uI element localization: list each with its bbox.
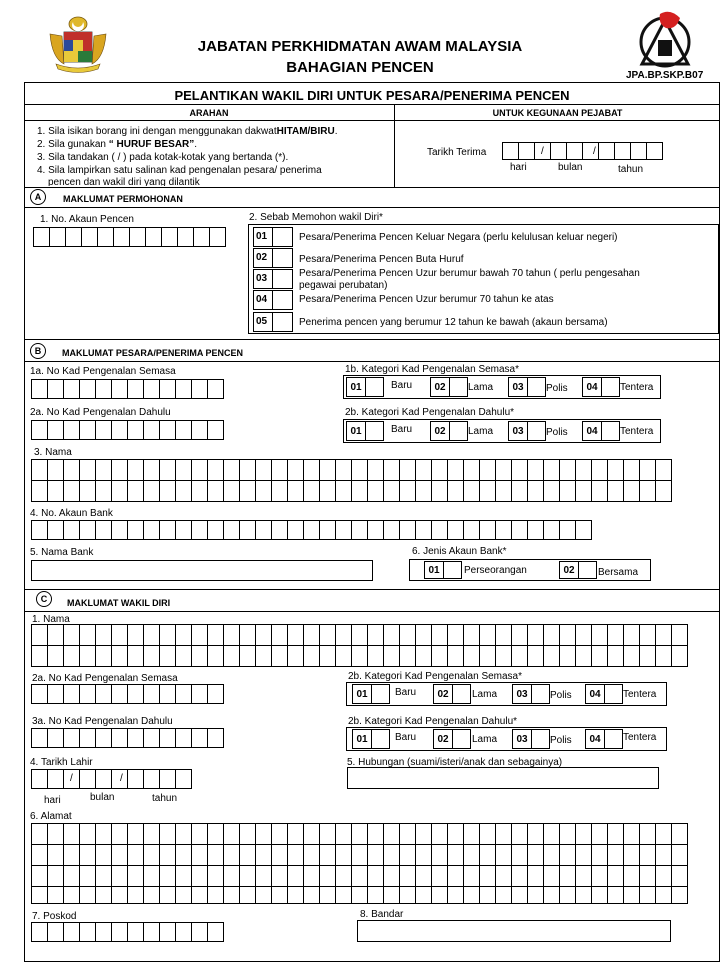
year-label: tahun bbox=[618, 164, 644, 175]
instruction-3: 3. Sila tandakan ( / ) pada kotak-kotak yang bertanda (*). bbox=[37, 152, 289, 163]
retiree-name-row-2[interactable] bbox=[31, 480, 672, 502]
divider bbox=[24, 104, 720, 105]
category-polis-checkbox[interactable]: 03 bbox=[508, 421, 546, 441]
divider bbox=[24, 187, 720, 188]
reason-03-checkbox[interactable]: 03 bbox=[253, 269, 293, 289]
category-tentera-label: Tentera bbox=[620, 426, 654, 437]
agency-title: JABATAN PERKHIDMATAN AWAM MALAYSIA bbox=[197, 38, 523, 55]
retiree-ic-old-label: 2a. No Kad Pengenalan Dahulu bbox=[30, 407, 171, 418]
arahan-heading: ARAHAN bbox=[189, 108, 229, 118]
category-lama-label: Lama bbox=[468, 426, 494, 437]
retiree-ic-current-category-label: 1b. Kategori Kad Pengenalan Semasa* bbox=[345, 364, 520, 375]
postcode-label: 7. Poskod bbox=[32, 911, 77, 922]
instruction-4: 4. Sila lampirkan satu salinan kad pengenalan pesara/ penerima bbox=[37, 165, 322, 176]
received-date-label: Tarikh Terima bbox=[427, 147, 487, 158]
divider bbox=[394, 104, 395, 188]
section-b-title: MAKLUMAT PESARA/PENERIMA PENCEN bbox=[62, 348, 244, 358]
year-label: tahun bbox=[152, 793, 178, 804]
office-use-heading: UNTUK KEGUNAAN PEJABAT bbox=[492, 108, 623, 118]
bank-name-field[interactable] bbox=[31, 560, 373, 581]
category-polis-label: Polis bbox=[546, 383, 568, 394]
section-a-marker: A bbox=[30, 189, 46, 205]
category-tentera-label: Tentera bbox=[620, 382, 654, 393]
category-tentera-checkbox[interactable]: 04 bbox=[582, 377, 620, 397]
category-lama-label: Lama bbox=[472, 689, 498, 700]
reason-label: 2. Sebab Memohon wakil Diri* bbox=[249, 212, 383, 223]
date-slash: / bbox=[593, 146, 596, 157]
divider bbox=[24, 120, 720, 121]
address-row-4[interactable] bbox=[31, 886, 688, 904]
bank-account-boxes[interactable] bbox=[31, 520, 592, 540]
representative-name-row-2[interactable] bbox=[31, 645, 688, 667]
category-baru-checkbox[interactable]: 01 bbox=[346, 421, 384, 441]
representative-name-label: 1. Nama bbox=[32, 614, 70, 624]
category-lama-checkbox[interactable]: 02 bbox=[433, 729, 471, 749]
relationship-label: 5. Hubungan (suami/isteri/anak dan sebagainya) bbox=[347, 757, 563, 768]
account-type-individual-checkbox[interactable]: 01 bbox=[424, 561, 462, 579]
retiree-ic-current-boxes[interactable] bbox=[31, 379, 224, 399]
reason-03-text-cont: pegawai perubatan) bbox=[299, 280, 388, 291]
category-tentera-checkbox[interactable]: 04 bbox=[585, 729, 623, 749]
birth-date-label: 4. Tarikh Lahir bbox=[30, 757, 93, 768]
city-field[interactable] bbox=[357, 920, 671, 942]
instruction-4-cont: pencen dan wakil diri yang dilantik bbox=[48, 177, 200, 186]
reason-01-checkbox[interactable]: 01 bbox=[253, 227, 293, 247]
reason-04-checkbox[interactable]: 04 bbox=[253, 290, 293, 310]
section-a-title: MAKLUMAT PERMOHONAN bbox=[63, 194, 183, 204]
representative-ic-old-category-label: 2b. Kategori Kad Pengenalan Dahulu* bbox=[348, 716, 518, 727]
section-c-marker: C bbox=[36, 591, 52, 607]
relationship-field[interactable] bbox=[347, 767, 659, 789]
representative-name-row-1[interactable] bbox=[31, 624, 688, 646]
address-label: 6. Alamat bbox=[30, 811, 72, 822]
retiree-ic-current-label: 1a. No Kad Pengenalan Semasa bbox=[30, 366, 176, 377]
day-label: hari bbox=[44, 795, 61, 806]
divider bbox=[24, 611, 720, 612]
category-polis-label: Polis bbox=[550, 690, 572, 701]
month-label: bulan bbox=[558, 162, 583, 173]
representative-ic-current-category-label: 2b. Kategori Kad Pengenalan Semasa* bbox=[348, 671, 523, 682]
address-row-3[interactable] bbox=[31, 865, 688, 887]
category-lama-label: Lama bbox=[472, 734, 498, 745]
representative-ic-old-boxes[interactable] bbox=[31, 728, 224, 748]
reason-04-text: Pesara/Penerima Pencen Uzur berumur 70 tahun ke atas bbox=[299, 294, 554, 305]
category-baru-label: Baru bbox=[391, 424, 413, 435]
representative-ic-current-label: 2a. No Kad Pengenalan Semasa bbox=[32, 673, 178, 684]
category-tentera-label: Tentera bbox=[623, 732, 657, 743]
date-slash: / bbox=[120, 773, 123, 784]
address-row-2[interactable] bbox=[31, 844, 688, 866]
category-baru-label: Baru bbox=[395, 732, 417, 743]
address-row-1[interactable] bbox=[31, 823, 688, 845]
category-lama-checkbox[interactable]: 02 bbox=[430, 377, 468, 397]
category-baru-label: Baru bbox=[395, 687, 417, 698]
category-tentera-checkbox[interactable]: 04 bbox=[585, 684, 623, 704]
category-polis-label: Polis bbox=[550, 735, 572, 746]
instruction-1: 1. Sila isikan borang ini dengan menggunakan dakwatHITAM/BIRU. bbox=[37, 126, 338, 137]
category-baru-checkbox[interactable]: 01 bbox=[352, 684, 390, 704]
category-polis-checkbox[interactable]: 03 bbox=[512, 729, 550, 749]
reason-05-text: Penerima pencen yang berumur 12 tahun ke bawah (akaun bersama) bbox=[299, 317, 608, 328]
form-code: JPA.BP.SKP.B07 bbox=[626, 70, 704, 81]
month-label: bulan bbox=[90, 792, 115, 803]
reason-03-text: Pesara/Penerima Pencen Uzur berumur bawah 70 tahun ( perlu pengesahan bbox=[299, 268, 640, 279]
category-lama-checkbox[interactable]: 02 bbox=[430, 421, 468, 441]
date-slash: / bbox=[70, 773, 73, 784]
retiree-ic-old-boxes[interactable] bbox=[31, 420, 224, 440]
bank-name-label: 5. Nama Bank bbox=[30, 547, 94, 558]
jpa-logo-icon bbox=[636, 10, 694, 70]
retiree-name-row-1[interactable] bbox=[31, 459, 672, 481]
section-b-marker: B bbox=[30, 343, 46, 359]
category-polis-label: Polis bbox=[546, 427, 568, 438]
reason-02-checkbox[interactable]: 02 bbox=[253, 248, 293, 268]
department-title: BAHAGIAN PENCEN bbox=[286, 59, 434, 76]
reason-05-checkbox[interactable]: 05 bbox=[253, 312, 293, 332]
account-type-joint-checkbox[interactable]: 02 bbox=[559, 561, 597, 579]
divider bbox=[24, 589, 720, 590]
category-tentera-checkbox[interactable]: 04 bbox=[582, 421, 620, 441]
category-baru-checkbox[interactable]: 01 bbox=[352, 729, 390, 749]
category-lama-label: Lama bbox=[468, 382, 494, 393]
bank-account-label: 4. No. Akaun Bank bbox=[30, 508, 113, 519]
city-label: 8. Bandar bbox=[360, 909, 404, 920]
category-polis-checkbox[interactable]: 03 bbox=[508, 377, 546, 397]
representative-ic-old-label: 3a. No Kad Pengenalan Dahulu bbox=[32, 716, 173, 727]
representative-ic-current-boxes[interactable] bbox=[31, 684, 224, 704]
divider bbox=[24, 339, 720, 340]
reason-01-text: Pesara/Penerima Pencen Keluar Negara (perlu kelulusan keluar negeri) bbox=[299, 232, 618, 243]
form-title: PELANTIKAN WAKIL DIRI UNTUK PESARA/PENERIMA PENCEN bbox=[174, 88, 570, 103]
category-polis-checkbox[interactable]: 03 bbox=[512, 684, 550, 704]
day-label: hari bbox=[510, 162, 527, 173]
instruction-2: 2. Sila gunakan “ HURUF BESAR”. bbox=[37, 139, 198, 150]
section-c-title: MAKLUMAT WAKIL DIRI bbox=[67, 598, 171, 608]
divider bbox=[24, 361, 720, 362]
category-baru-checkbox[interactable]: 01 bbox=[346, 377, 384, 397]
category-tentera-label: Tentera bbox=[623, 689, 657, 700]
date-slash: / bbox=[541, 146, 544, 157]
pension-account-boxes[interactable] bbox=[33, 227, 226, 247]
received-date-boxes[interactable] bbox=[502, 142, 663, 160]
account-type-joint-label: Bersama bbox=[598, 567, 639, 578]
account-type-individual-label: Perseorangan bbox=[464, 565, 527, 576]
pension-account-label: 1. No. Akaun Pencen bbox=[40, 214, 134, 225]
category-lama-checkbox[interactable]: 02 bbox=[433, 684, 471, 704]
category-baru-label: Baru bbox=[391, 380, 413, 391]
retiree-name-label: 3. Nama bbox=[34, 447, 72, 458]
divider bbox=[24, 207, 720, 208]
postcode-boxes[interactable] bbox=[31, 922, 224, 942]
birth-date-boxes[interactable] bbox=[31, 769, 192, 789]
reason-02-text: Pesara/Penerima Pencen Buta Huruf bbox=[299, 254, 464, 265]
account-type-label: 6. Jenis Akaun Bank* bbox=[412, 546, 507, 557]
retiree-ic-old-category-label: 2b. Kategori Kad Pengenalan Dahulu* bbox=[345, 407, 515, 418]
